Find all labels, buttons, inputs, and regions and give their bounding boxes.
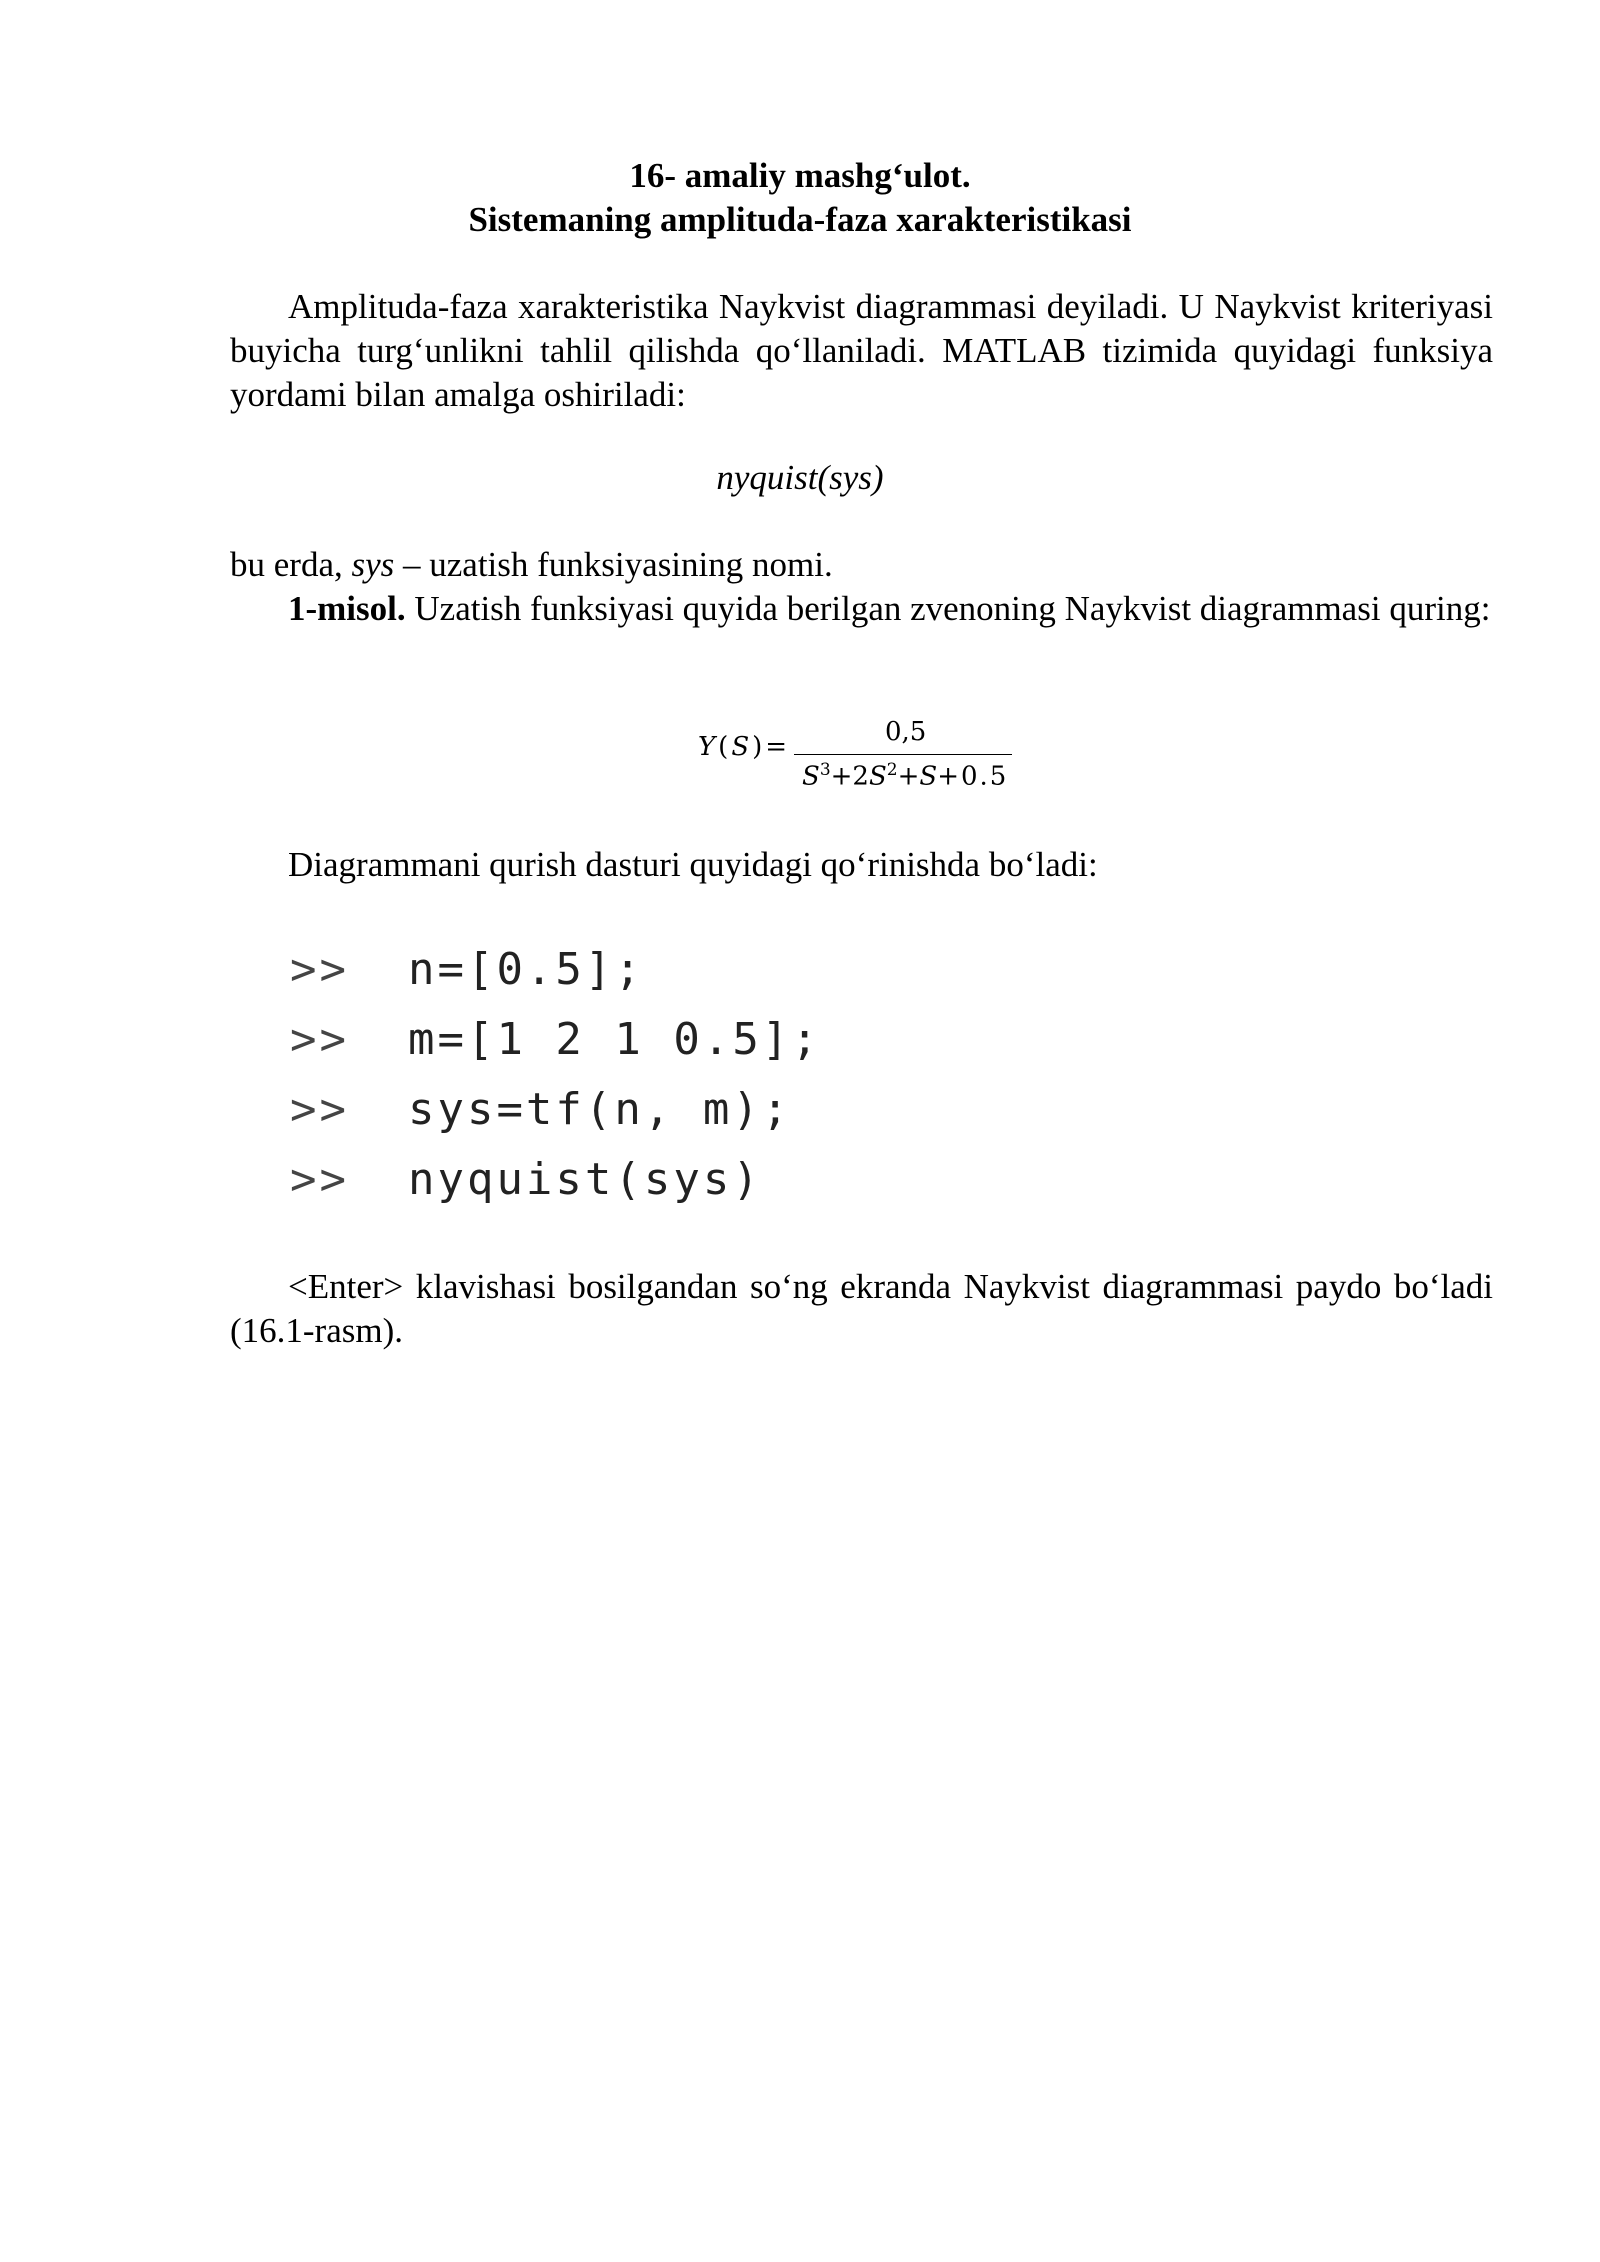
function-call: nyquist(sys) (716, 458, 884, 497)
formula-denominator: $S^3+2S^2+S+0.5$ (802, 760, 1009, 792)
where-line (230, 543, 1493, 587)
code-line: >> nyquist(sys) (290, 1154, 762, 1205)
fraction-bar (794, 754, 1012, 755)
intro-paragraph (230, 285, 1493, 417)
code-line: >> n=[0.5]; (290, 944, 644, 995)
where-after: – uzatish funksiyasining nomi. (394, 545, 833, 584)
example-text: Uzatish funksiyasi quyida berilgan zvenoning Naykvist diagrammasi quring: (405, 589, 1491, 628)
program-intro-paragraph (230, 843, 1493, 887)
matlab-code-block (290, 935, 870, 1215)
where-term: sys (351, 545, 395, 584)
program-intro: Diagrammani qurish dasturi quyidagi qo‘rinishda bo‘ladi: (288, 845, 1098, 884)
heading-line-2: Sistemaning amplituda-faza xarakteristikasi (468, 200, 1132, 239)
code-line: >> sys=tf(n, m); (290, 1084, 792, 1135)
where-paragraph (230, 543, 1493, 631)
closing-text: <Enter> klavishasi bosilgandan so‘ng ekranda Naykvist diagrammasi paydo bo‘ladi (16.1-rasm). (230, 1267, 1493, 1350)
example-paragraph (230, 587, 1493, 631)
transfer-function-formula (690, 717, 1030, 800)
formula-lhs: Y ( S ) = (698, 732, 788, 762)
where-before: bu erda, (230, 545, 352, 584)
example-label: 1-misol. (288, 589, 406, 628)
intro-text: Amplituda-faza xarakteristika Naykvist diagrammasi deyiladi. U Naykvist kriteriyasi buyicha turg‘unlikni tahlil qilishda qo‘llaniladi. MATLAB tizimida quyidagi funksiya yordami bilan amalga oshiriladi: (230, 287, 1493, 414)
heading-line-1: 16- amaliy mashg‘ulot. (629, 156, 971, 195)
formula-numerator: 0,5 (885, 717, 927, 747)
closing-paragraph (230, 1265, 1493, 1353)
code-line: >> m=[1 2 1 0.5]; (290, 1014, 821, 1065)
